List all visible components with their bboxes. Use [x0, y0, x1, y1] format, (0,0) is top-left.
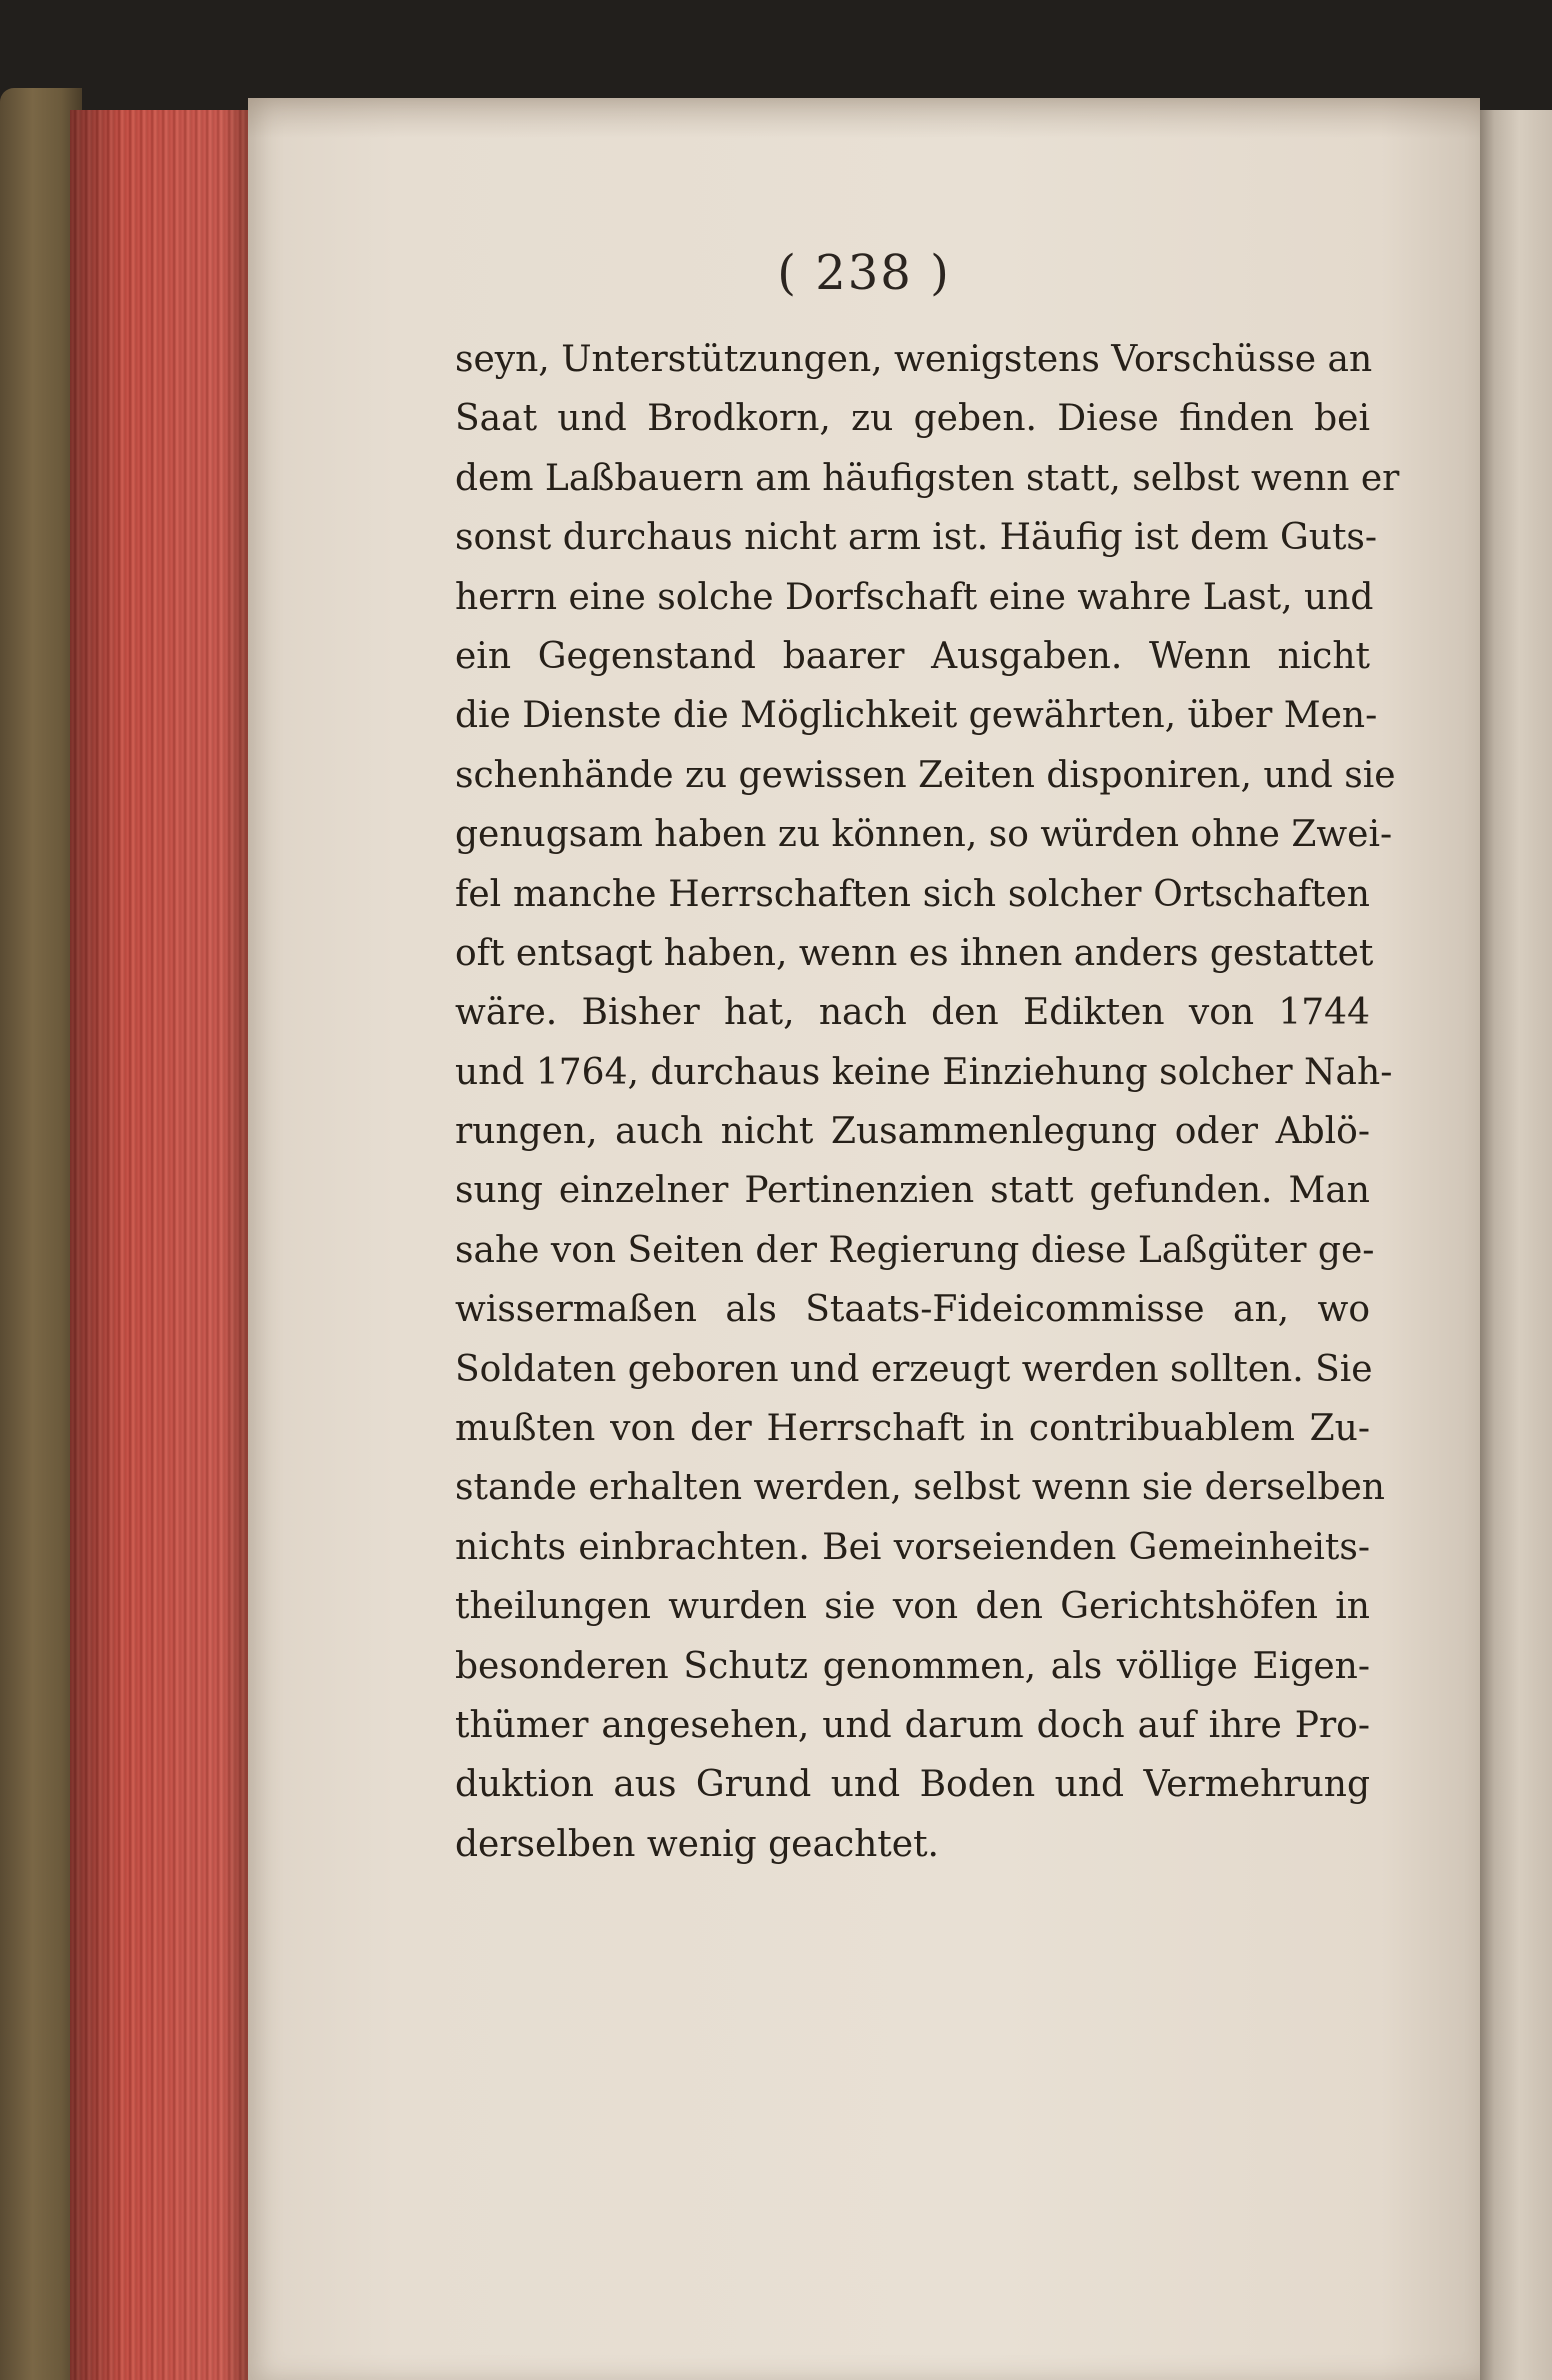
- text-line: mußten von der Herrschaft in contribuablem Zu-: [455, 1408, 1370, 1450]
- text-line: genugsam haben zu können, so würden ohne Zwei-: [455, 814, 1393, 856]
- text-line: und 1764, durchaus keine Einziehung solcher Nah-: [455, 1051, 1393, 1093]
- page-edges-shading: [70, 110, 250, 2380]
- text-line: fel manche Herrschaften sich solcher Ortschaften: [455, 873, 1370, 915]
- text-line: derselben wenig geachtet.: [455, 1823, 939, 1865]
- text-line: wäre. Bisher hat, nach den Edikten von 1744: [455, 992, 1370, 1034]
- text-line: besonderen Schutz genommen, als völlige Eigen-: [455, 1645, 1370, 1687]
- text-line: ein Gegenstand baarer Ausgaben. Wenn nicht: [455, 635, 1370, 677]
- text-line: Soldaten geboren und erzeugt werden sollten. Sie: [455, 1348, 1373, 1390]
- text-line: schenhände zu gewissen Zeiten disponiren, und sie: [455, 754, 1396, 796]
- text-line: Saat und Brodkorn, zu geben. Diese finden bei: [455, 398, 1370, 440]
- page-number: ( 238 ): [777, 245, 951, 301]
- text-line: wissermaßen als Staats-Fideicommisse an, wo: [455, 1289, 1370, 1331]
- facing-page-gutter: [1480, 110, 1552, 2380]
- text-line: die Dienste die Möglichkeit gewährten, über Men-: [455, 695, 1378, 737]
- text-line: sung einzelner Pertinenzien statt gefunden. Man: [455, 1170, 1370, 1212]
- page-top-shadow: [248, 98, 1480, 138]
- text-line: seyn, Unterstützungen, wenigstens Vorschüsse an: [455, 339, 1373, 380]
- text-line: nichts einbrachten. Bei vorseienden Gemeinheits-: [455, 1526, 1370, 1568]
- text-line: stande erhalten werden, selbst wenn sie derselben: [455, 1467, 1385, 1509]
- body-text: [455, 330, 1400, 1874]
- text-line: herrn eine solche Dorfschaft eine wahre Last, und: [455, 576, 1374, 618]
- text-line: oft entsagt haben, wenn es ihnen anders gestattet: [455, 932, 1374, 974]
- text-line: sahe von Seiten der Regierung diese Laßgüter ge-: [455, 1229, 1375, 1271]
- text-line: duktion aus Grund und Boden und Vermehrung: [455, 1764, 1370, 1806]
- text-line: sonst durchaus nicht arm ist. Häufig ist dem Guts-: [455, 517, 1378, 559]
- text-line: thümer angesehen, und darum doch auf ihre Pro-: [455, 1704, 1370, 1746]
- text-line: dem Laßbauern am häufigsten statt, selbst wenn er: [455, 457, 1400, 499]
- text-line: theilungen wurden sie von den Gerichtshöfen in: [455, 1586, 1370, 1628]
- text-line: rungen, auch nicht Zusammenlegung oder Ablö-: [455, 1111, 1370, 1153]
